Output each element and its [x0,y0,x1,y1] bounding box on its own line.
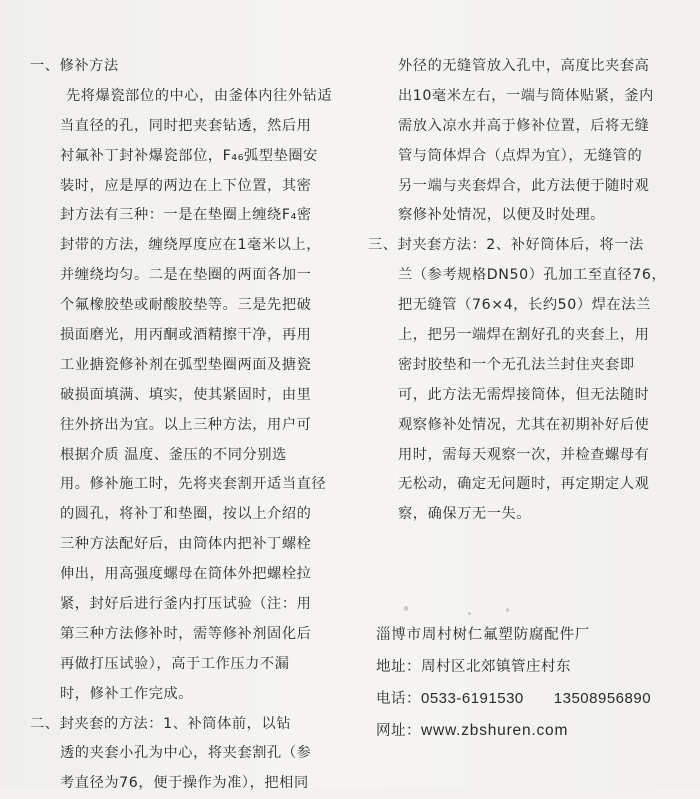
left-column-line: 损面磨光，用丙酮或酒精擦干净，再用 [60,327,312,344]
print-speck [506,608,509,612]
left-column-line: 根据介质 温度、釜压的不同分别选 [60,446,287,463]
right-column-line: 三、封夹套方法：2、补好筒体后，将一法 [368,237,644,254]
right-column-line: 观察修补处情况，尤其在初期补好后使 [398,416,650,433]
company-name: 淄博市周村树仁氟塑防腐配件厂 [376,627,591,643]
left-column-line: 封方法有三种：一是在垫圈上缠绕F₄密 [60,207,312,224]
right-column-line: 察修补处情况，以便及时处理。 [398,207,606,224]
right-column-line: 用时，需每天观察一次，并检查螺母有 [398,446,650,463]
left-column-line: 的圆孔，将补丁和垫圈，按以上介绍的 [60,506,312,523]
left-column-line: 往外挤出为宜。以上三种方法，用户可 [60,416,312,433]
right-column-line: 兰（参考规格DN50）孔加工至直径76， [398,267,667,284]
right-column-line: 把无缝管（76×4，长约50）焊在法兰 [398,297,651,314]
website-label: 网址： [376,722,421,739]
left-column-line: 考直径为76，便于操作为准），把相同 [60,775,309,792]
phone-line [376,683,676,715]
phone-number-landline: 0533-6191530 [421,690,524,707]
left-column-line: 并缠绕均匀。二是在垫圈的两面各加一 [60,267,312,284]
left-column-line: 工业搪瓷修补剂在弧型垫圈两面及搪瓷 [60,356,312,373]
phone-label: 电话： [376,691,421,707]
company-contact-block [376,620,676,746]
right-column-line: 上，把另一端焊在割好孔的夹套上，用 [398,327,650,344]
right-column-line: 另一端与夹套焊合，此方法便于随时观 [398,177,650,194]
right-column [368,0,678,530]
left-column-line: 当直径的孔，同时把夹套钻透，然后用 [60,117,312,134]
left-column-line: 二、封夹套的方法：1、补筒体前，以钻 [30,715,292,732]
left-column-line: 用。修补施工时，先将夹套割开适当直径 [60,476,327,493]
left-column-line: 破损面填满、填实，使其紧固时，由里 [60,386,312,403]
print-speck [468,612,471,615]
left-column-line: 封带的方法，缠绕厚度应在1毫米以上， [60,237,322,254]
right-column-line: 无松动，确定无问题时，再定期定人观 [398,476,650,493]
left-column-line: 第三种方法修补时，需等修补剂固化后 [60,625,312,642]
left-column-line: 先将爆瓷部位的中心，由釜体内往外钻适 [66,87,333,104]
left-column-line: 三种方法配好后，由筒体内把补丁螺栓 [60,536,312,553]
left-column-line: 装时，应是厚的两边在上下位置，其密 [60,177,312,194]
left-column-line: 透的夹套小孔为中心，将夹套割孔（参 [60,745,312,762]
website-line [376,715,676,747]
left-column-line: 时，修补工作完成。 [60,685,194,702]
left-column-line: 再做打压试验），高于工作压力不漏 [60,655,290,672]
left-column-line: 衬氟补丁封补爆瓷部位，F₄₆弧型垫圈安 [60,147,318,164]
left-column-line: 紧，封好后进行釜内打压试验（注：用 [60,596,312,613]
left-column-line: 伸出，用高强度螺母在筒体外把螺栓拉 [60,566,312,583]
right-column-line: 外径的无缝管放入孔中，高度比夹套高 [398,58,650,74]
company-address: 地址：周村区北郊镇管庄村东 [376,658,571,675]
right-column-line: 需放入凉水并高于修补位置，后将无缝 [398,117,650,134]
left-column-line: 一、修补方法 [30,58,119,74]
left-column-line: 个氟橡胶垫或耐酸胶垫等。三是先把破 [60,297,312,314]
phone-number-mobile: 13508956890 [553,690,652,707]
right-column-line: 察，确保万无一失。 [398,506,532,523]
print-speck [404,606,408,611]
right-column-line: 可，此方法无需焊接筒体，但无法随时 [398,386,650,403]
right-column-line: 密封胶垫和一个无孔法兰封住夹套即 [398,356,635,373]
right-column-line: 管与筒体焊合（点焊为宜），无缝管的 [398,147,643,164]
website-url: www.zbshuren.com [421,721,569,739]
right-column-line: 出10毫米左右，一端与筒体贴紧，釜内 [398,87,654,104]
left-column [30,0,360,799]
